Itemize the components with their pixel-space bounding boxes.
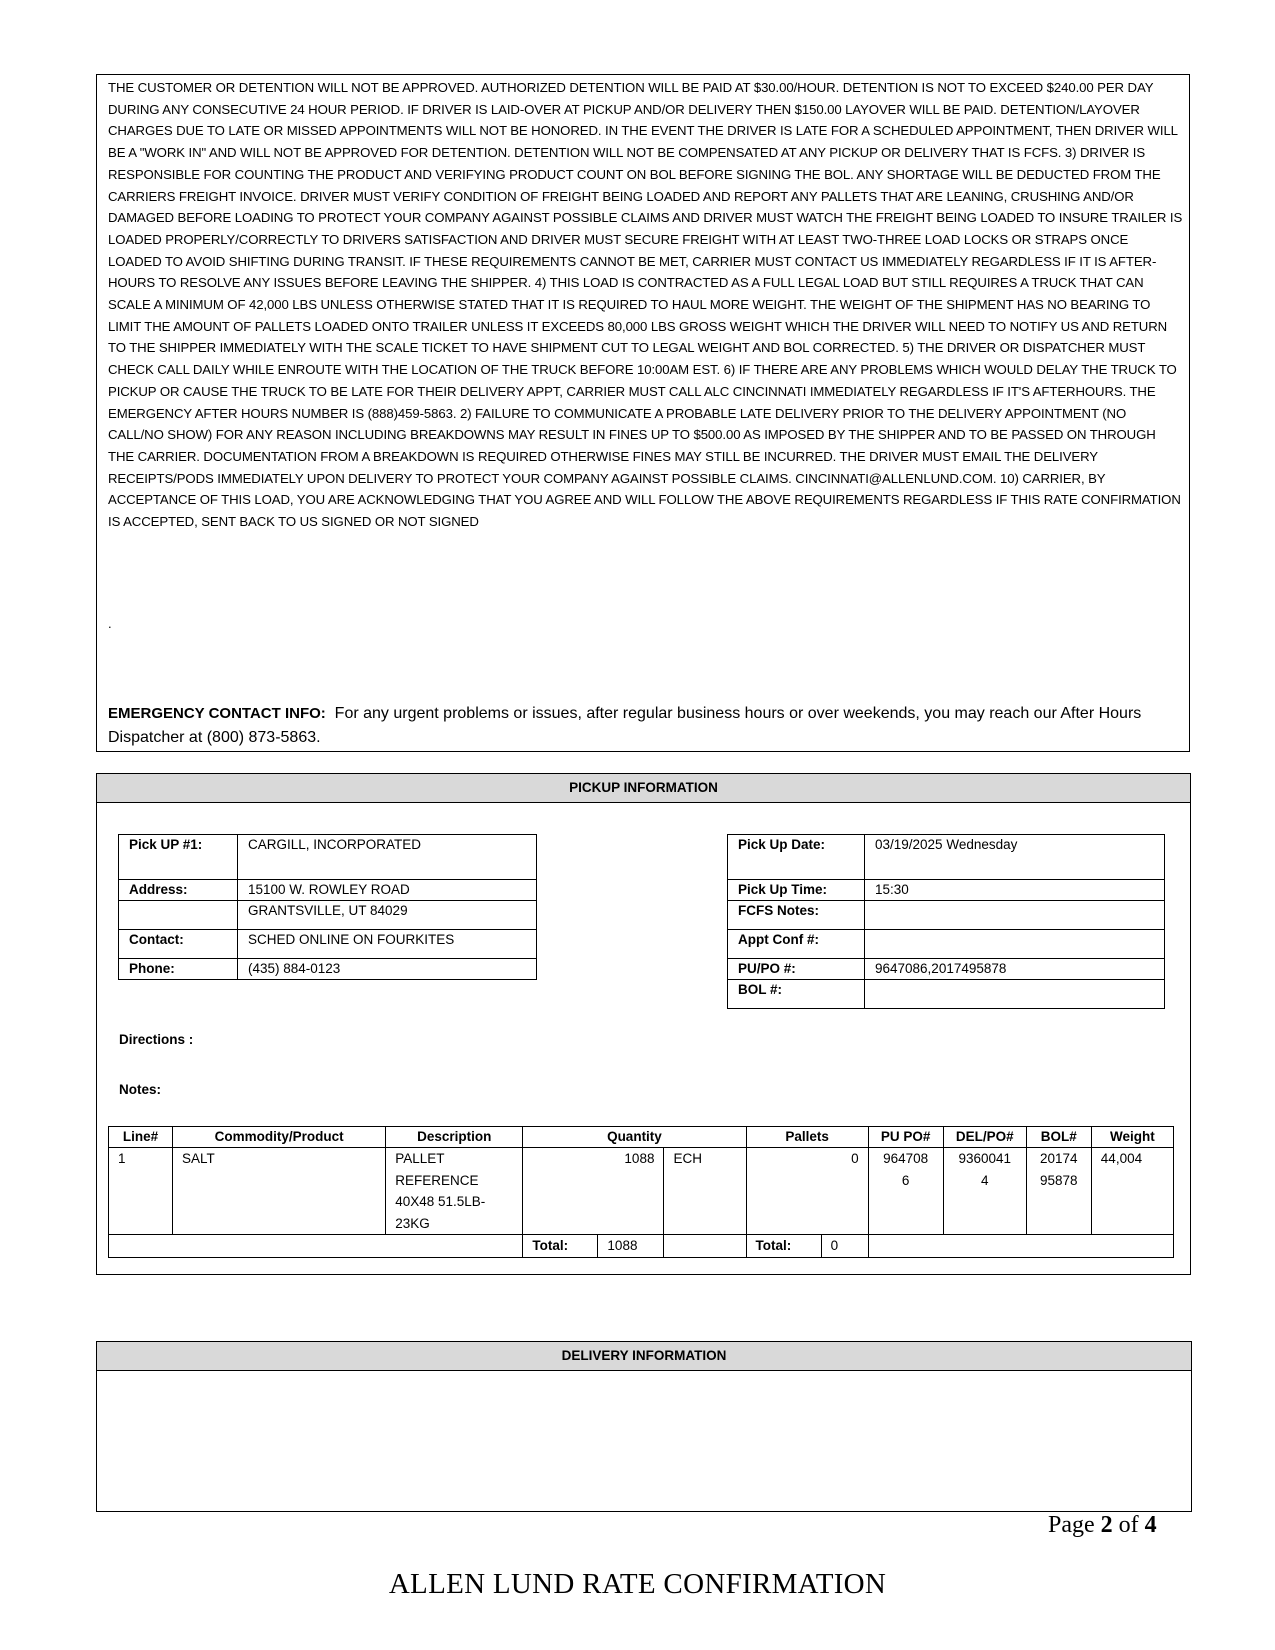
col-description: Description (386, 1127, 523, 1148)
qty-total-label: Total: (523, 1235, 598, 1258)
pu-po-line1: 964708 (883, 1151, 929, 1166)
appt-conf-value (865, 930, 1165, 959)
row-commodity: SALT (173, 1148, 386, 1235)
totals-trailing (868, 1235, 1173, 1258)
bol-value (865, 980, 1165, 1009)
address-label: Address: (119, 880, 238, 901)
address-line1: 15100 W. ROWLEY ROAD (238, 880, 537, 901)
page-current: 2 (1100, 1512, 1113, 1538)
pickup-date-value: 03/19/2025 Wednesday (865, 835, 1165, 880)
col-weight: Weight (1091, 1127, 1173, 1148)
phone-value: (435) 884-0123 (238, 959, 537, 980)
contact-label: Contact: (119, 930, 238, 959)
row-unit: ECH (664, 1148, 746, 1235)
contact-value: SCHED ONLINE ON FOURKITES (238, 930, 537, 959)
terms-text: THE CUSTOMER OR DETENTION WILL NOT BE APPROVED. AUTHORIZED DETENTION WILL BE PAID AT $30.00/HOUR. DETENTION IS NOT TO EXCEED $240.00 PER DAY DURING ANY CONSECUTIVE 24 HOUR PERIOD. IF DRIVER IS LAID-OVER AT PICKUP AND/OR DELIVERY THEN $150.00 LAYOVER WILL BE PAID. DETENTION/LAYOVER CHARGES DUE TO LATE OR MISSED APPOINTMENTS WILL NOT BE HONORED. IN THE EVENT THE DRIVER IS LATE FOR A SCHEDULED APPOINTMENT, THEN DRIVER WILL BE A "WORK IN" AND WILL NOT BE APPROVED FOR DETENTION. DETENTION WILL NOT BE COMPENSATED AT ANY PICKUP OR DELIVERY THAT IS FCFS. 3) DRIVER IS RESPONSIBLE FOR COUNTING THE PRODUCT AND VERIFYING PRODUCT COUNT ON BOL BEFORE SIGNING THE BOL. ANY SHORTAGE WILL BE DEDUCTED FROM THE CARRIERS FREIGHT INVOICE. DRIVER MUST VERIFY CONDITION OF FREIGHT BEING LOADED AND REPORT ANY PALLETS THAT ARE LEANING, CRUSHING AND/OR DAMAGED BEFORE LOADING TO PROTECT YOUR COMPANY AGAINST POSSIBLE CLAIMS AND DRIVER MUST WATCH THE FREIGHT BEING LOADED TO INSURE TRAILER IS LOADED PROPERLY/CORRECTLY TO DRIVERS SATISFACTION AND DRIVER MUST SECURE FREIGHT WITH AT LEAST TWO-THREE LOAD LOCKS OR STRAPS ONCE LOADED TO AVOID SHIFTING DURING TRANSIT. IF THESE REQUIREMENTS CANNOT BE MET, CARRIER MUST CONTACT US IMMEDIATELY REGARDLESS IF IT IS AFTER-HOURS TO RESOLVE ANY ISSUES BEFORE LEAVING THE SHIPPER. 4) THIS LOAD IS CONTRACTED AS A FULL LEGAL LOAD BUT STILL REQUIRES A TRUCK THAT CAN SCALE A MINIMUM OF 42,000 LBS UNLESS OTHERWISE STATED THAT IT IS REQUIRED TO HAUL MORE WEIGHT. THE WEIGHT OF THE SHIPMENT HAS NO BEARING TO LIMIT THE AMOUNT OF PALLETS LOADED ONTO TRAILER UNLESS IT EXCEEDS 80,000 LBS GROSS WEIGHT WHICH THE DRIVER WILL NEED TO NOTIFY US AND RETURN TO THE SHIPPER IMMEDIATELY WITH THE SCALE TICKET TO HAVE SHIPMENT CUT TO LEGAL WEIGHT AND BOL CORRECTED. 5) THE DRIVER OR DISPATCHER MUST CHECK CALL DAILY WHILE ENROUTE WITH THE LOCATION OF THE TRUCK BEFORE 10:00AM EST. 6) IF THERE ARE ANY PROBLEMS WHICH WOULD DELAY THE TRUCK TO PICKUP OR CAUSE THE TRUCK TO BE LATE FOR THEIR DELIVERY APPT, CARRIER MUST CALL ALC CINCINNATI IMMEDIATELY REGARDLESS IF IT'S AFTERHOURS. THE EMERGENCY AFTER HOURS NUMBER IS (888)459-5863. 2) FAILURE TO COMMUNICATE A PROBABLE LATE DELIVERY PRIOR TO THE DELIVERY APPOINTMENT (NO CALL/NO SHOW) FOR ANY REASON INCLUDING BREAKDOWNS MAY RESULT IN FINES UP TO $500.00 AS IMPOSED BY THE SHIPPER AND TO BE PASSED ON THROUGH THE CARRIER. DOCUMENTATION FROM A BREAKDOWN IS REQUIRED OTHERWISE FINES MAY STILL BE INCURRED. THE DRIVER MUST EMAIL THE DELIVERY RECEIPTS/PODS IMMEDIATELY UPON DELIVERY TO PROTECT YOUR COMPANY AGAINST POSSIBLE CLAIMS. CINCINNATI@ALLENLUND.COM. 10) CARRIER, BY ACCEPTANCE OF THIS LOAD, YOU ARE ACKNOWLEDGING THAT YOU AGREE AND WILL FOLLOW THE ABOVE REQUIREMENTS REGARDLESS IF THIS RATE CONFIRMATION IS ACCEPTED, SENT BACK TO US SIGNED OR NOT SIGNED (108, 80, 1183, 530)
page-number (1048, 1512, 1157, 1539)
table-row (109, 1148, 1174, 1235)
col-quantity: Quantity (523, 1127, 746, 1148)
page-prefix: Page (1048, 1512, 1101, 1538)
pickup-time-value: 15:30 (865, 880, 1165, 901)
directions-label: Directions : (119, 1032, 194, 1047)
pickup-company: CARGILL, INCORPORATED (238, 835, 537, 880)
page-total: 4 (1144, 1512, 1157, 1538)
qty-total-blank (664, 1235, 746, 1258)
address-blank (119, 901, 238, 930)
col-del-po: DEL/PO# (943, 1127, 1026, 1148)
terms-box (96, 74, 1190, 752)
fcfs-notes-value (865, 901, 1165, 930)
totals-blank (109, 1235, 523, 1258)
bol-label: BOL #: (728, 980, 865, 1009)
pu-po-line2: 6 (901, 1172, 910, 1188)
address-line2: GRANTSVILLE, UT 84029 (238, 901, 537, 930)
pickup-date-label: Pick Up Date: (728, 835, 865, 880)
pupo-label: PU/PO #: (728, 959, 865, 980)
phone-label: Phone: (119, 959, 238, 980)
pallets-total-value: 0 (821, 1235, 868, 1258)
del-po-line1: 9360041 (958, 1151, 1011, 1166)
row-line: 1 (109, 1148, 173, 1235)
desc-line2: REFERENCE (395, 1172, 479, 1188)
emergency-label: EMERGENCY CONTACT INFO: (108, 705, 326, 722)
fcfs-notes-label: FCFS Notes: (728, 901, 865, 930)
row-pu-po (868, 1148, 943, 1235)
delivery-section (96, 1341, 1192, 1512)
col-line: Line# (109, 1127, 173, 1148)
emergency-contact (108, 702, 1184, 749)
pickup-number-label: Pick UP #1: (119, 835, 238, 880)
row-description (386, 1148, 523, 1235)
col-pallets: Pallets (746, 1127, 868, 1148)
pickup-left-table (118, 834, 537, 980)
row-weight: 44,004 (1091, 1148, 1173, 1235)
notes-label: Notes: (119, 1082, 162, 1097)
qty-total-value: 1088 (598, 1235, 664, 1258)
row-pallets: 0 (746, 1148, 868, 1235)
col-bol: BOL# (1026, 1127, 1091, 1148)
pallets-total-label: Total: (746, 1235, 821, 1258)
pickup-right-table (727, 834, 1165, 1009)
pickup-section (96, 773, 1191, 1275)
bol-line2: 95878 (1040, 1172, 1078, 1188)
col-commodity: Commodity/Product (173, 1127, 386, 1148)
pickup-header: PICKUP INFORMATION (97, 774, 1190, 803)
items-table (108, 1126, 1174, 1258)
row-del-po (943, 1148, 1026, 1235)
del-po-line2: 4 (980, 1172, 989, 1188)
desc-line4: 23KG (395, 1215, 430, 1231)
row-bol (1026, 1148, 1091, 1235)
bol-line1: 20174 (1040, 1151, 1078, 1166)
col-pu-po: PU PO# (868, 1127, 943, 1148)
totals-row (109, 1235, 1174, 1258)
appt-conf-label: Appt Conf #: (728, 930, 865, 959)
terms-dot: . (108, 616, 112, 631)
pupo-value: 9647086,2017495878 (865, 959, 1165, 980)
page-of: of (1112, 1512, 1145, 1538)
document-title: ALLEN LUND RATE CONFIRMATION (388, 1568, 887, 1600)
delivery-header: DELIVERY INFORMATION (97, 1342, 1191, 1371)
row-quantity: 1088 (523, 1148, 664, 1235)
desc-line3: 40X48 51.5LB- (395, 1194, 486, 1209)
pickup-time-label: Pick Up Time: (728, 880, 865, 901)
emergency-text: For any urgent problems or issues, after regular business hours or over weekends, you may reach our After Hours Dispatcher at (800) 873-5863. (108, 705, 1142, 746)
desc-line1: PALLET (395, 1151, 445, 1166)
